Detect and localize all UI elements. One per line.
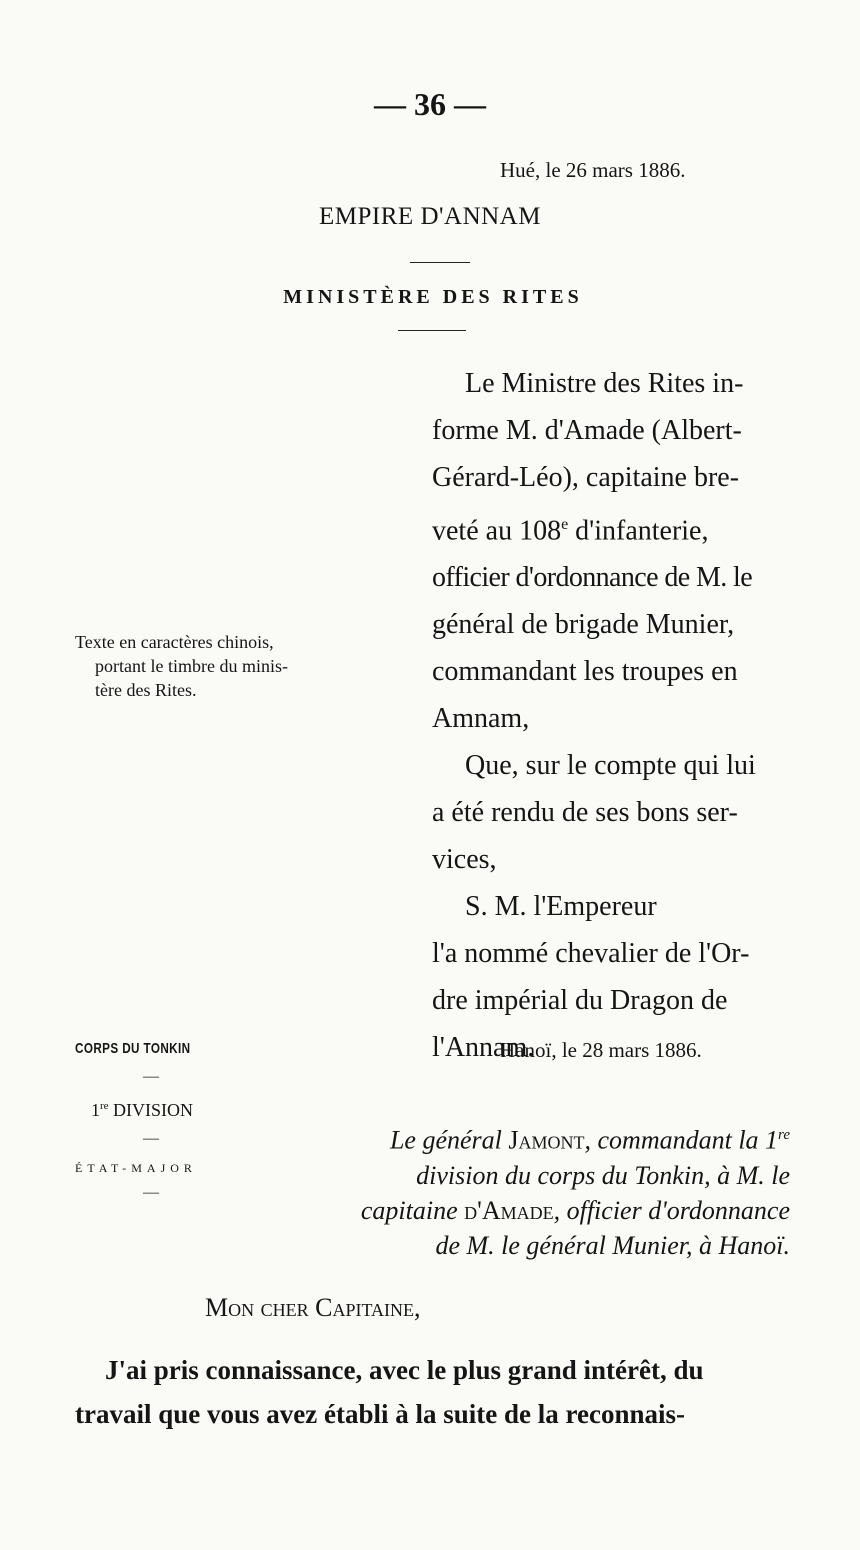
side-note-line: portant le timbre du minis- bbox=[95, 656, 288, 676]
address-name: d'Amade bbox=[464, 1195, 554, 1225]
letter-line: officier d'ordonnance de M. le bbox=[432, 562, 753, 594]
letter-line: Amnam, bbox=[432, 703, 530, 735]
address-ordinal: re bbox=[778, 1127, 790, 1143]
divider-rule bbox=[398, 330, 466, 331]
address-text: capitaine bbox=[360, 1195, 465, 1225]
letter-line: a été rendu de ses bons ser- bbox=[432, 797, 738, 829]
body-line: travail que vous avez établi à la suite de la reconnais- bbox=[75, 1399, 685, 1429]
side-note-line: tère des Rites. bbox=[95, 680, 197, 700]
letter-line: Le Ministre des Rites in- bbox=[465, 368, 744, 399]
letter-date: Hué, le 26 mars 1886. bbox=[500, 158, 686, 182]
corps-heading: CORPS DU TONKIN bbox=[75, 1040, 191, 1057]
letter-line: l'a nommé chevalier de l'Or- bbox=[432, 938, 750, 970]
page-number: — 36 — bbox=[374, 86, 486, 122]
letter-line: commandant les troupes en bbox=[432, 656, 738, 688]
division-text: DIVISION bbox=[113, 1100, 194, 1120]
division-number: 1 bbox=[91, 1100, 100, 1120]
letter-line: dre impérial du Dragon de bbox=[432, 985, 728, 1017]
letter-line: général de brigade Munier, bbox=[432, 609, 735, 641]
address-line: de M. le général Munier, à Hanoï. bbox=[435, 1230, 790, 1260]
letter-line: vices, bbox=[432, 844, 497, 876]
division-ordinal: re bbox=[100, 1100, 109, 1112]
header-dash: — bbox=[143, 1184, 159, 1201]
letter-line: S. M. l'Empereur bbox=[465, 891, 657, 923]
address-block bbox=[255, 1118, 790, 1263]
address-text: , officier d'ordonnance bbox=[553, 1195, 790, 1225]
header-dash: — bbox=[143, 1130, 159, 1147]
address-line bbox=[255, 1118, 790, 1158]
second-date: Hanoï, le 28 mars 1886. bbox=[500, 1038, 702, 1062]
body-paragraph bbox=[75, 1348, 790, 1436]
letter-line: Gérard-Léo), capitaine bre- bbox=[432, 462, 740, 493]
address-text: , commandant la 1 bbox=[584, 1125, 779, 1155]
etat-major-label: ÉTAT-MAJOR bbox=[75, 1161, 197, 1175]
letter-line: Que, sur le compte qui lui bbox=[465, 750, 756, 782]
header-dash: — bbox=[143, 1068, 159, 1085]
address-text: Le général bbox=[389, 1125, 509, 1155]
empire-heading: EMPIRE D'ANNAM bbox=[319, 203, 541, 230]
salutation: Mon cher Capitaine, bbox=[205, 1293, 421, 1322]
letter-line: l'Annam. bbox=[432, 1032, 535, 1064]
divider-rule bbox=[410, 262, 470, 263]
ministry-letter bbox=[432, 360, 787, 1071]
ministry-heading: MINISTÈRE DES RITES bbox=[283, 286, 583, 308]
side-note-line: Texte en caractères chinois, bbox=[75, 632, 274, 652]
side-note bbox=[75, 630, 405, 702]
division-label bbox=[91, 1100, 193, 1121]
address-line: division du corps du Tonkin, à M. le bbox=[416, 1160, 790, 1190]
address-line bbox=[255, 1193, 790, 1228]
letter-line: forme M. d'Amade (Albert- bbox=[432, 415, 742, 446]
letter-line: veté au 108e d'infanterie, bbox=[432, 515, 709, 547]
body-line: J'ai pris connaissance, avec le plus grand intérêt, du bbox=[105, 1355, 704, 1385]
address-name: Jamont bbox=[508, 1125, 585, 1155]
